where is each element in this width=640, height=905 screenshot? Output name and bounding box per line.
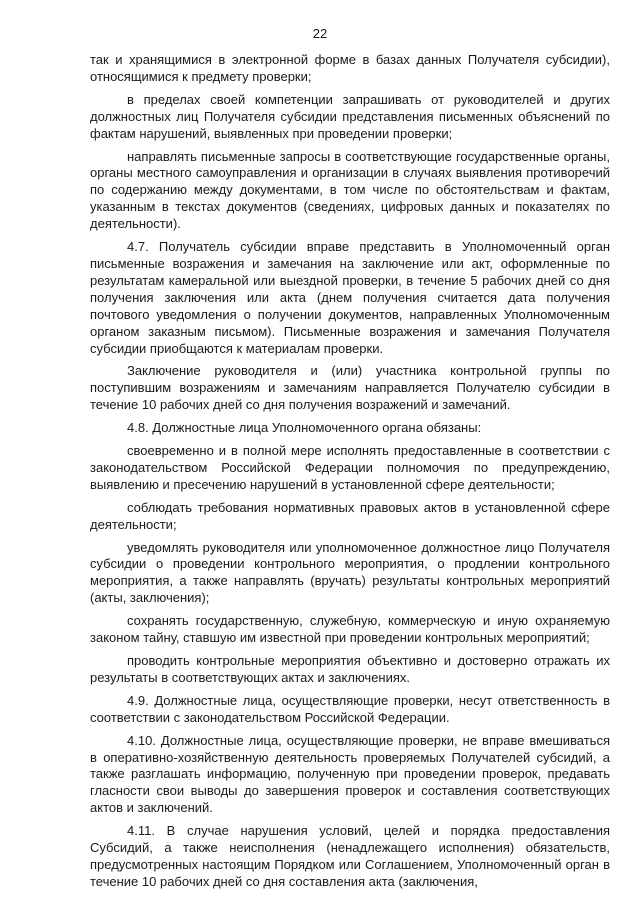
paragraph: проводить контрольные мероприятия объективно и достоверно отражать их результаты в соответствующих актах и заключениях. <box>90 653 610 685</box>
paragraph: своевременно и в полной мере исполнять предоставленные в соответствии с законодательством Российской Федерации полномочия по предупреждению, выявлению и пресечению нарушений в установленной сфере деятельности; <box>90 443 610 492</box>
paragraph-section-4-8: 4.8. Должностные лица Уполномоченного органа обязаны: <box>127 420 482 436</box>
paragraph: Заключение руководителя и (или) участника контрольной группы по поступившим возражениям и замечаниям направляется Получателю субсидии в течение 10 рабочих дней со дня получения возражений и замечаний. <box>90 363 610 413</box>
paragraph: уведомлять руководителя или уполномоченное должностное лицо Получателя субсидии о проведении контрольного мероприятия, о продлении контрольного мероприятия, а также направлять (вручать) результаты контрольных мероприятий (акты, заключения); <box>90 539 610 606</box>
paragraph: так и хранящимися в электронной форме в базах данных Получателя субсидии), относящимися к предмету проверки; <box>90 52 610 84</box>
document-body <box>90 52 610 897</box>
paragraph: соблюдать требования нормативных правовых актов в установленной сфере деятельности; <box>90 499 610 532</box>
paragraph-section-4-9: 4.9. Должностные лица, осуществляющие проверки, несут ответственность в соответствии с законодательством Российской Федерации. <box>90 692 610 725</box>
paragraph: в пределах своей компетенции запрашивать от руководителей и других должностных лиц Получателя субсидии представления письменных объяснений по фактам нарушений, выявленных при проведении проверки; <box>90 91 610 141</box>
paragraph-section-4-10: 4.10. Должностные лица, осуществляющие проверки, не вправе вмешиваться в оперативно-хозяйственную деятельность проверяемых Получателей субсидий, а также разглашать информацию, полученную при проведении проверок, предавать гласности свои выводы до завершения проверок и составления соответствующих актов и заключений. <box>90 732 610 816</box>
paragraph-section-4-7: 4.7. Получатель субсидии вправе представить в Уполномоченный орган письменные возражения и замечания на заключение или акт, оформленные по результатам камеральной или выездной проверки, в течение 5 рабочих дней со дня получения заключения или акта (днем получения считается дата получения почтового уведомления о получении документов, направленных Уполномоченным органом заказным письмом). Письменные возражения и замечания Получателя субсидии приобщаются к материалам проверки. <box>90 239 610 356</box>
page-number: 22 <box>312 26 328 41</box>
paragraph: направлять письменные запросы в соответствующие государственные органы, органы местного самоуправления и организации в случаях выявления противоречий по содержанию между документами, в том числе по обстоятельствам и фактам, указанным в текстах документов (сведениях, цифровых данных и показателях по деятельности). <box>90 148 610 232</box>
paragraph-section-4-11: 4.11. В случае нарушения условий, целей и порядка предоставления Субсидий, а также неисполнения (ненадлежащего исполнения) обязательств, предусмотренных настоящим Порядком или Соглашением, Уполномоченный орган в течение 10 рабочих дней со дня составления акта (заключения, <box>90 823 610 889</box>
paragraph: сохранять государственную, служебную, коммерческую и иную охраняемую законом тайну, ставшую им известной при проведении контрольных мероприятий; <box>90 613 610 646</box>
